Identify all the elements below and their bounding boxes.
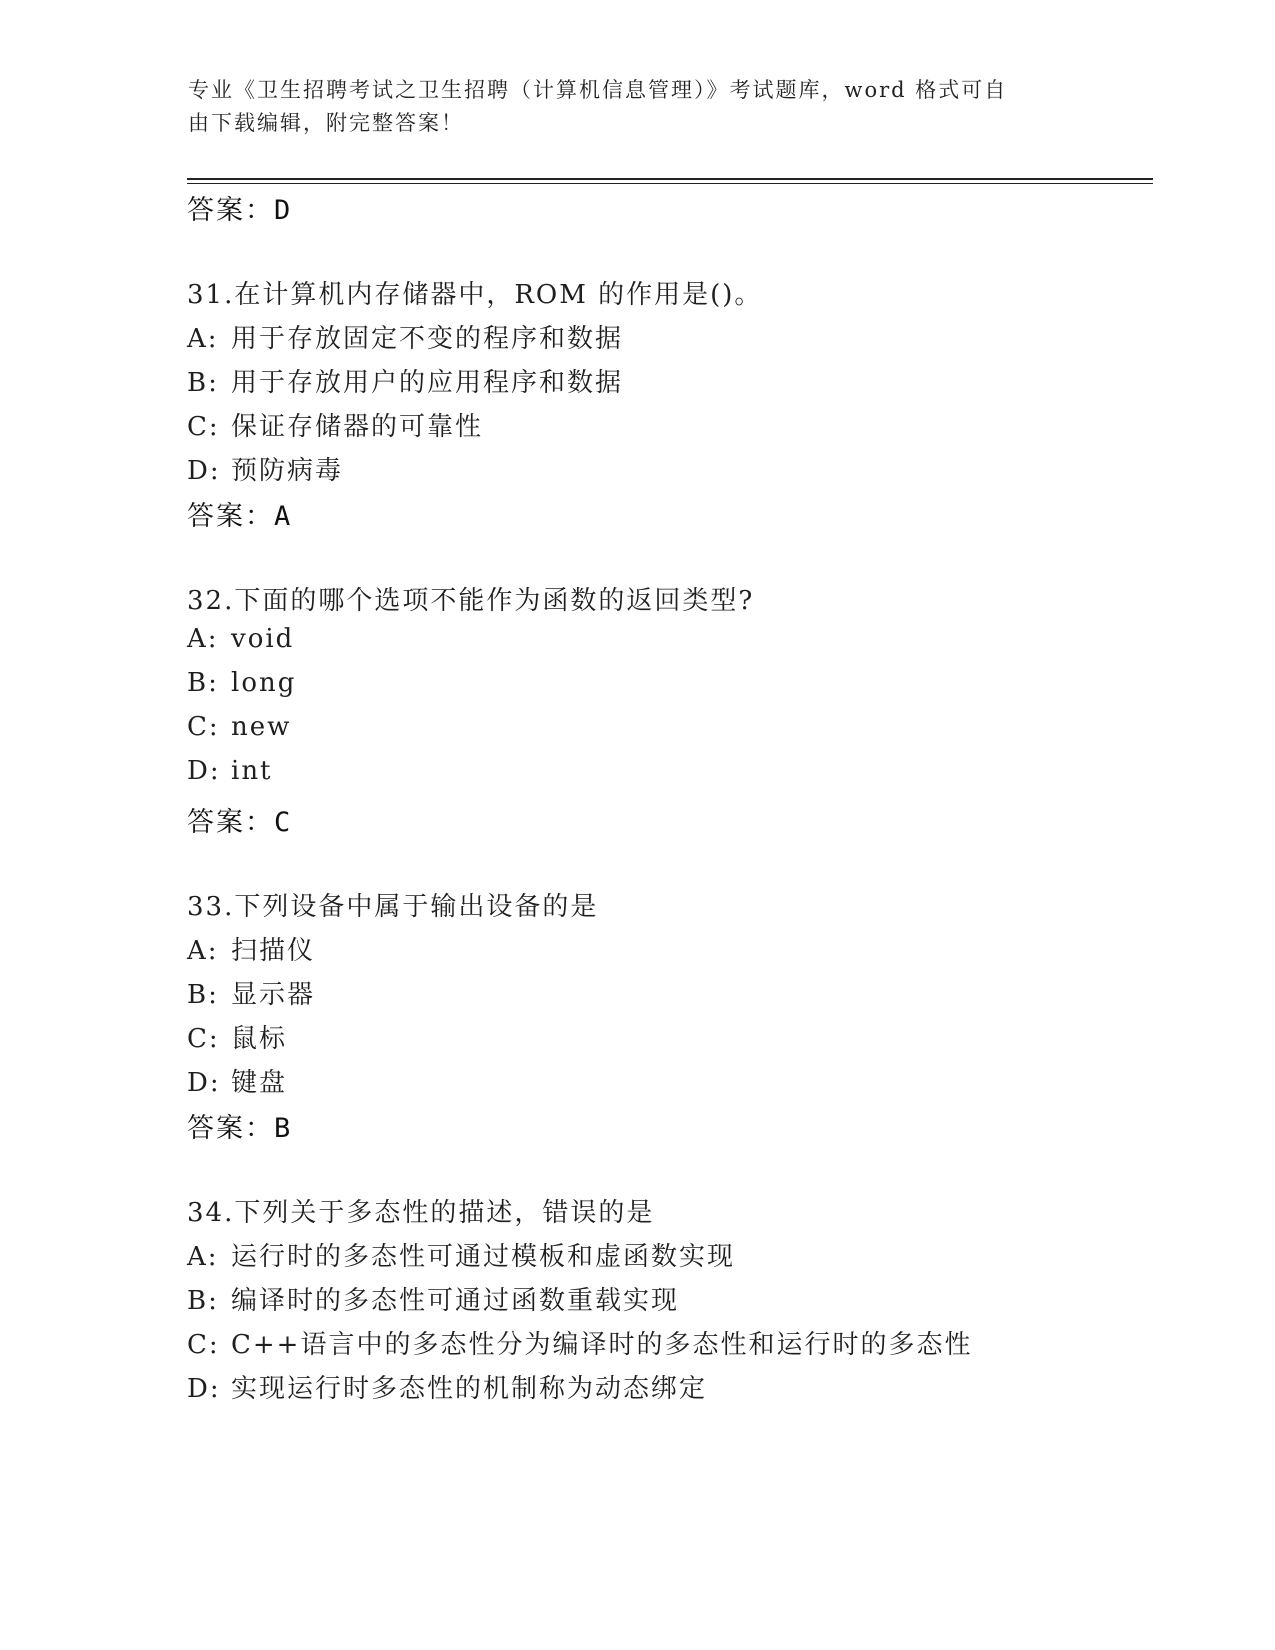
question-34-option-a xyxy=(187,1236,735,1273)
option-text: C++语言中的多态性分为编译时的多态性和运行时的多态性 xyxy=(231,1330,973,1360)
answer-label: 答案： xyxy=(187,501,274,532)
option-text: 键盘 xyxy=(231,1068,288,1098)
question-34-option-c xyxy=(187,1324,972,1361)
answer-value: A xyxy=(274,501,293,532)
option-label: A: xyxy=(187,324,219,354)
option-label: B: xyxy=(187,668,219,698)
option-text: 保证存储器的可靠性 xyxy=(231,412,484,442)
option-text: int xyxy=(231,756,273,786)
question-32-option-d xyxy=(187,756,273,786)
header-divider-thick xyxy=(187,178,1153,180)
question-31-stem: 31.在计算机内存储器中，ROM 的作用是()。 xyxy=(187,280,763,310)
option-text: 扫描仪 xyxy=(231,936,316,966)
option-label: D: xyxy=(187,756,221,786)
answer-value: C xyxy=(274,807,293,838)
option-text: 运行时的多态性可通过模板和虚函数实现 xyxy=(231,1242,736,1272)
option-text: 显示器 xyxy=(231,980,316,1010)
option-label: C: xyxy=(187,412,220,442)
option-text: 鼠标 xyxy=(231,1024,288,1054)
option-label: B: xyxy=(187,1286,219,1316)
question-34-option-d xyxy=(187,1368,707,1405)
option-label: C: xyxy=(187,1330,220,1360)
answer-value: B xyxy=(274,1113,293,1144)
question-33-option-b xyxy=(187,974,315,1011)
question-31-option-c xyxy=(187,406,483,443)
option-text: 编译时的多态性可通过函数重载实现 xyxy=(231,1286,680,1316)
answer-line-31 xyxy=(187,494,292,533)
option-label: D: xyxy=(187,456,221,486)
answer-value: D xyxy=(274,195,293,226)
option-text: 实现运行时多态性的机制称为动态绑定 xyxy=(231,1374,708,1404)
header-line-2: 由下载编辑，附完整答案！ xyxy=(188,111,464,135)
option-label: C: xyxy=(187,1024,220,1054)
header-divider-thin xyxy=(187,183,1153,184)
option-text: new xyxy=(231,712,292,742)
header-line-1: 专业《卫生招聘考试之卫生招聘（计算机信息管理）》考试题库，word 格式可自 xyxy=(188,78,1008,102)
question-32-option-c xyxy=(187,712,291,742)
option-text: 用于存放固定不变的程序和数据 xyxy=(231,324,624,354)
option-label: C: xyxy=(187,712,220,742)
question-32-option-a xyxy=(187,624,294,654)
answer-line-30 xyxy=(187,188,292,227)
option-label: B: xyxy=(187,368,219,398)
option-text: long xyxy=(231,668,297,698)
question-34-option-b xyxy=(187,1280,679,1317)
question-33-option-d xyxy=(187,1062,287,1099)
question-33-option-a xyxy=(187,930,315,967)
question-31-option-b xyxy=(187,362,623,399)
answer-label: 答案： xyxy=(187,807,274,838)
option-label: B: xyxy=(187,980,219,1010)
option-text: 用于存放用户的应用程序和数据 xyxy=(231,368,624,398)
option-text: void xyxy=(231,624,295,654)
option-label: A: xyxy=(187,936,219,966)
question-31-option-a xyxy=(187,318,623,355)
question-32-option-b xyxy=(187,668,296,698)
option-label: D: xyxy=(187,1374,221,1404)
question-32-stem: 32.下面的哪个选项不能作为函数的返回类型? xyxy=(187,586,755,616)
option-text: 预防病毒 xyxy=(231,456,344,486)
option-label: A: xyxy=(187,624,219,654)
document-header xyxy=(188,74,1078,140)
question-31-option-d xyxy=(187,450,343,487)
question-33-stem: 33.下列设备中属于输出设备的是 xyxy=(187,892,599,922)
option-label: D: xyxy=(187,1068,221,1098)
answer-label: 答案： xyxy=(187,195,274,226)
answer-label: 答案： xyxy=(187,1113,274,1144)
answer-line-32 xyxy=(187,800,292,839)
question-33-option-c xyxy=(187,1018,287,1055)
question-34-stem: 34.下列关于多态性的描述，错误的是 xyxy=(187,1198,655,1228)
answer-line-33 xyxy=(187,1106,292,1145)
option-label: A: xyxy=(187,1242,219,1272)
